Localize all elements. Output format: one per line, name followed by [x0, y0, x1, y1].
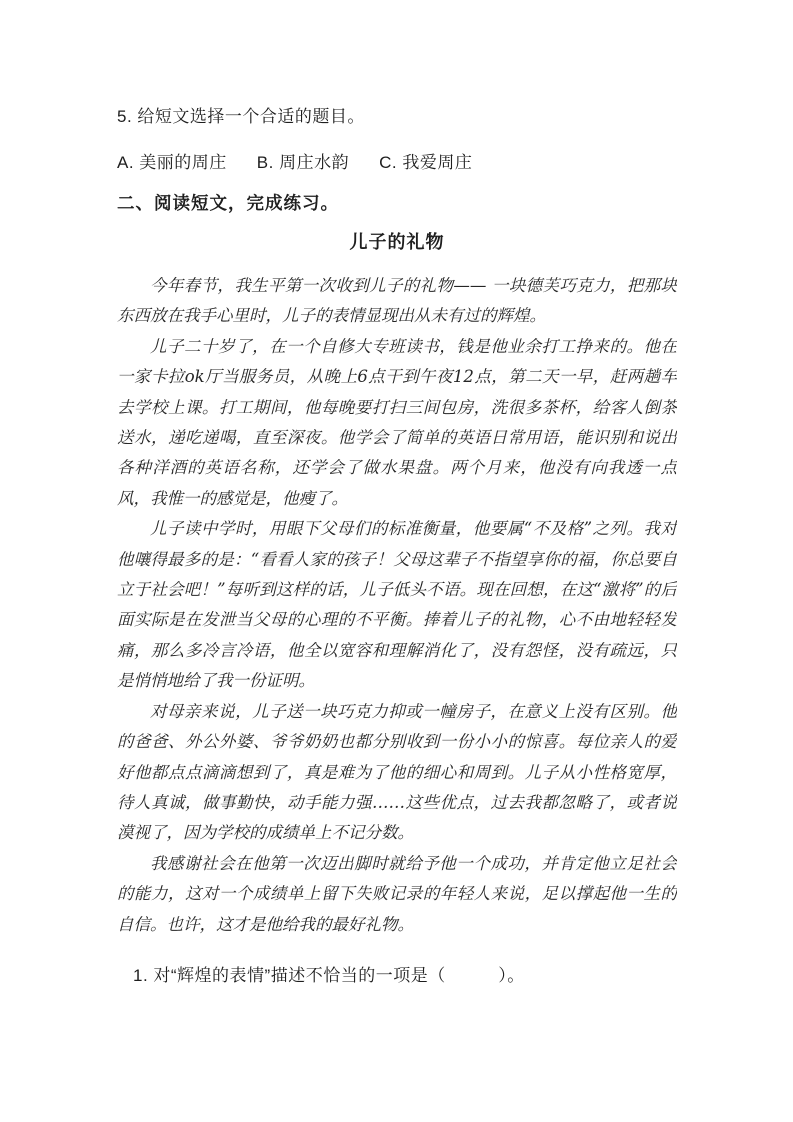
passage-paragraph-2: 儿子二十岁了，在一个自修大专班读书，钱是他业余打工挣来的。他在一家卡拉ok厅当服务员，从晚上6点干到午夜12点，第二天一早，赶两趟车去学校上课。打工期间，他每晚要打扫三间包房，洗很多茶杯，给客人倒茶送水，递吃递喝，直至深夜。他学会了简单的英语日常用语，能识别和说出各种洋酒的英语名称，还学会了做水果盘。两个月来，他没有向我透一点风，我惟一的感觉是，他瘦了。	[117, 336, 677, 508]
section-heading: 二、阅读短文，完成练习。	[117, 193, 339, 213]
passage-paragraph-5: 我感谢社会在他第一次迈出脚时就给予他一个成功，并肯定他立足社会的能力，这对一个成绩单上留下失败记录的年轻人来说，足以撑起他一生的自信。也许，这才是他给我的最好礼物。	[117, 853, 677, 934]
passage-paragraph-3: 儿子读中学时，用眼下父母们的标准衡量，他要属“不及格”之列。我对他嚷得最多的是：“看看人家的孩子！父母这辈子不指望享你的福，你总要自立于社会吧！”每听到这样的话，儿子低头不语。现在回想，在这“激将”的后面实际是在发泄当父母的心理的不平衡。捧着儿子的礼物，心不由地轻轻发痛，那么多冷言冷语，他全以宽容和理解消化了，没有怨怪，没有疏远，只是悄悄地给了我一份证明。	[117, 519, 677, 691]
question-5-options	[117, 148, 677, 173]
passage-title: 儿子的礼物	[349, 232, 445, 252]
passage-body	[117, 271, 677, 955]
passage-paragraph-4: 对母亲来说，儿子送一块巧克力抑或一幢房子，在意义上没有区别。他的爸爸、外公外婆、爷爷奶奶也都分别收到一份小小的惊喜。每位亲人的爱好他都点点滴滴想到了，真是难为了他的细心和周到。儿子从小性格宽厚，待人真诚，做事勤快，动手能力强……这些优点，过去我都忽略了，或者说漠视了，因为学校的成绩单上不记分数。	[117, 701, 677, 843]
question-1: 1. 对“辉煌的表情”描述不恰当的一项是（ ）。	[133, 966, 525, 985]
option-b: B. 周庄水韵	[256, 153, 350, 172]
passage-paragraph-1: 今年春节，我生平第一次收到儿子的礼物—— 一块德芙巧克力，把那块东西放在我手心里时，儿子的表情显现出从未有过的辉煌。	[117, 276, 677, 326]
question-5	[117, 102, 677, 127]
option-c: C. 我爱周庄	[379, 153, 473, 172]
question-5-text: 5. 给短文选择一个合适的题目。	[117, 107, 365, 126]
option-a: A. 美丽的周庄	[117, 153, 227, 172]
